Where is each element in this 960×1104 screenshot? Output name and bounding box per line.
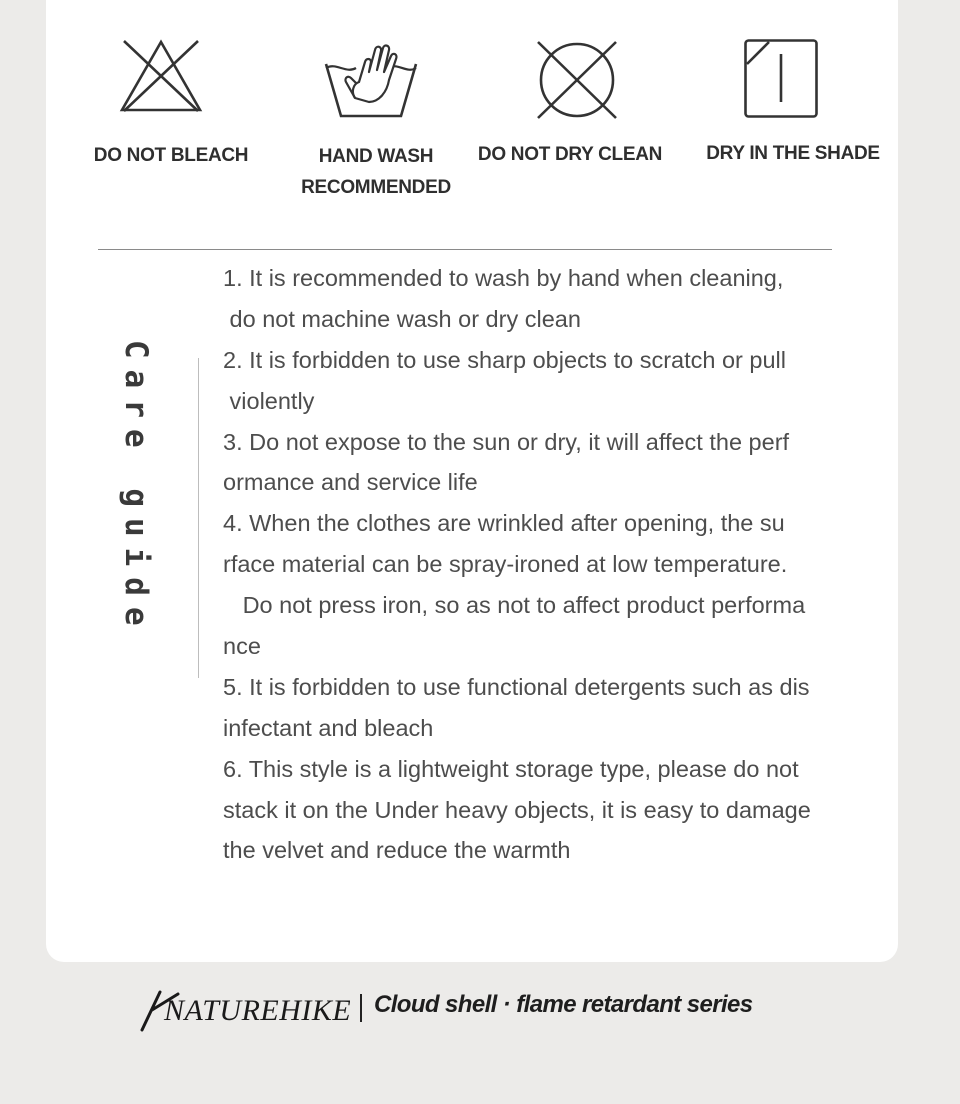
hand-wash-label: HAND WASH RECOMMENDED — [301, 146, 451, 198]
care-line: 1. It is recommended to wash by hand when cleaning, — [223, 265, 784, 291]
footer-separator — [360, 994, 362, 1022]
care-line: the velvet and reduce the warmth — [223, 837, 571, 864]
care-line: violently — [223, 387, 315, 414]
care-line: stack it on the Under heavy objects, it is easy to damage — [223, 796, 811, 823]
care-line: infectant and bleach — [223, 714, 434, 741]
hand-wash-icon — [321, 40, 421, 120]
care-line: do not machine wash or dry clean — [223, 305, 581, 332]
no-dry-clean-icon — [536, 40, 618, 120]
care-guide-title: Care guide — [118, 340, 154, 637]
dry-in-shade-label: DRY IN THE SHADE — [706, 143, 880, 164]
care-guide-text — [223, 258, 863, 871]
section-divider — [98, 249, 832, 250]
no-bleach-icon — [118, 38, 204, 114]
care-line: rface material can be spray-ironed at low temperature. — [223, 551, 788, 578]
no-bleach-label: DO NOT BLEACH — [93, 145, 249, 166]
brand-logo — [138, 986, 350, 1038]
care-line: ormance and service life — [223, 469, 478, 496]
no-dry-clean-label: DO NOT DRY CLEAN — [477, 144, 663, 165]
dry-in-shade-icon — [743, 38, 819, 120]
care-line: 3. Do not expose to the sun or dry, it will affect the perf — [223, 428, 790, 455]
care-line: nce — [223, 633, 261, 660]
care-line: Do not press iron, so as not to affect product performa — [223, 592, 806, 619]
care-line: 5. It is forbidden to use functional detergents such as dis — [223, 673, 810, 700]
care-line: 2. It is forbidden to use sharp objects to scratch or pull — [223, 346, 786, 373]
care-line: 4. When the clothes are wrinkled after opening, the su — [223, 510, 785, 537]
series-name: Cloud shell · flame retardant series — [374, 991, 753, 1018]
svg-text:NATUREHIKE: NATUREHIKE — [164, 994, 350, 1027]
care-line: 6. This style is a lightweight storage type, please do not — [223, 755, 799, 782]
title-divider — [198, 358, 199, 678]
